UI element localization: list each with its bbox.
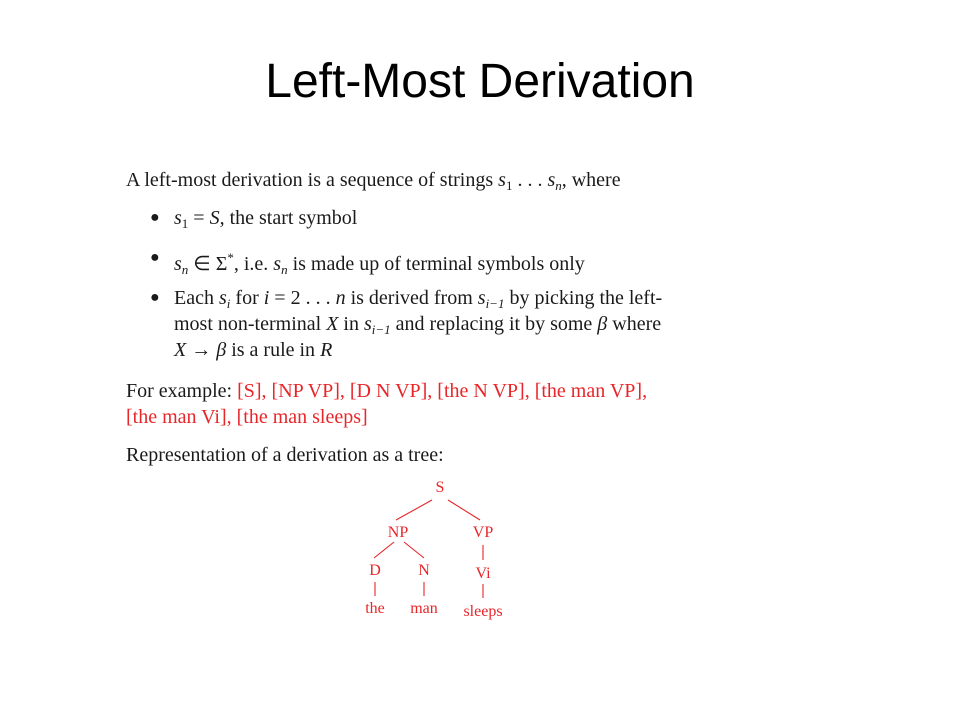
edge-np-n <box>404 542 424 558</box>
tree-leaf-man: man <box>410 600 438 617</box>
tree-node-d: D <box>369 562 381 579</box>
bullet-dot: ● <box>150 209 160 226</box>
bullet-derivation-step-line2: most non-terminal X in $s_{i-1}$ and replacing it by some β where <box>174 313 662 337</box>
edge-s-vp <box>448 500 480 520</box>
edge-s-np <box>396 500 432 520</box>
definition-intro: A left-most derivation is a sequence of strings $s_1$ . . . $s_n$, where <box>126 169 621 193</box>
edge-np-d <box>374 542 394 558</box>
bullet-derivation-step-line3: X → β is a rule in R <box>174 339 333 361</box>
tree-leaf-the: the <box>365 600 385 617</box>
example-line2: [the man Vi], [the man sleeps] <box>126 406 368 428</box>
slide-title: Left-Most Derivation <box>265 55 695 108</box>
tree-node-n: N <box>418 562 430 579</box>
bullet-terminal-symbols: $s_n$ ∈ Σ*, i.e. $s_n$ is made up of terminal symbols only <box>174 250 585 277</box>
tree-node-vp: VP <box>472 524 494 541</box>
tree-node-s: S <box>435 479 445 496</box>
derivation-tree <box>350 472 550 622</box>
tree-caption: Representation of a derivation as a tree: <box>126 444 444 466</box>
tree-node-np: NP <box>387 524 409 541</box>
bullet-derivation-step-line1: Each $s_i$ for i = 2 . . . n is derived from $s_{i-1}$ by picking the left- <box>174 287 663 311</box>
bullet-start-symbol: $s_1 = S$, the start symbol <box>174 207 358 231</box>
example-line1 <box>126 378 647 404</box>
example-label: For example: <box>126 380 233 402</box>
tree-node-vi: Vi <box>475 565 491 582</box>
example-derivation-1: [S], [NP VP], [D N VP], [the N VP], [the man VP], <box>237 380 648 402</box>
bullet-dot: ● <box>150 249 160 266</box>
tree-leaf-sleeps: sleeps <box>463 603 503 620</box>
bullet-dot: ● <box>150 289 160 306</box>
